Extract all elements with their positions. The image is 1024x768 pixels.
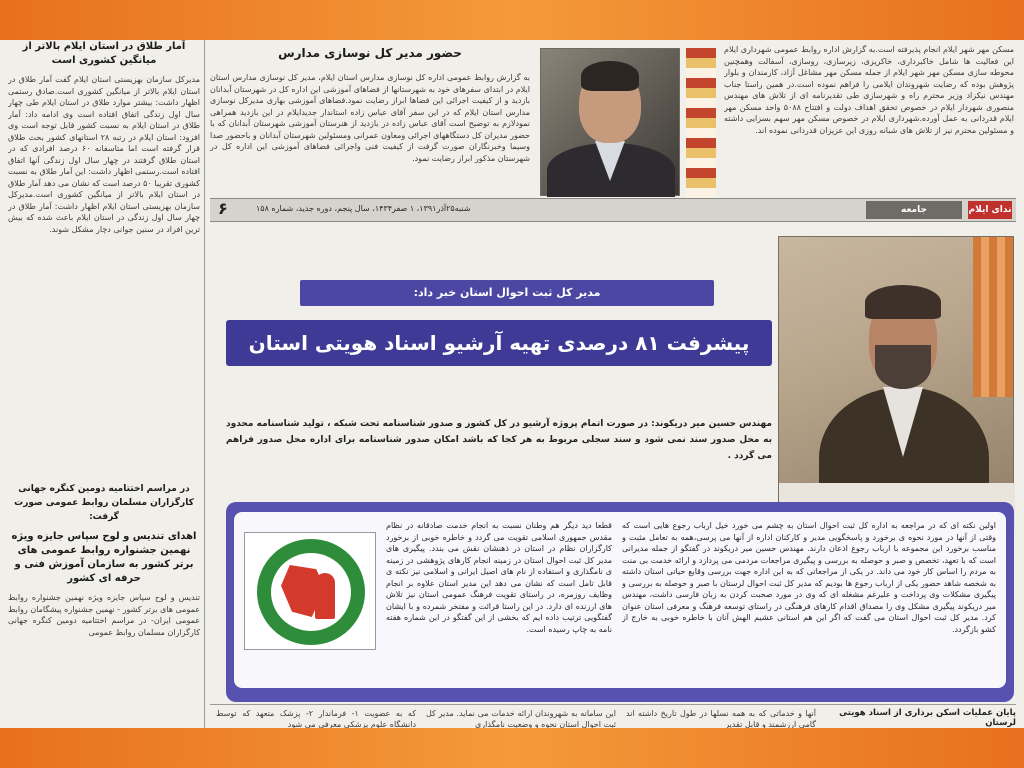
flag-photo-strip (686, 48, 716, 198)
article-title-school-renovation: حضور مدیر کل نوسازی مدارس (278, 46, 462, 60)
newspaper-logo: ندای ایلام (968, 201, 1012, 219)
info-text-middle: قطعا دید دیگر هم وطنان نسبت به انجام خدمت صادقانه در نظام مقدس جمهوری اسلامی تقویت می گردد و خاطره خوبی از برخورد کارگزاران نظام در استان در ذهنشان نقش می بندد. پیگیری های مدیر کل ثبت احوال استان در زمینه انجام کارهای پژوهشی در زمینه ی نامگذاری و استفاده از نام های اصیل ایرانی و اسلامی نیز نکته ی قابل تامل است که نشان می دهد این مدیر استان علاوه بر انجام وظایف روزمره، در راستای تقویت فرهنگ عمومی استان نیز تلاش های ارزنده ای دارد. در این راستا قرائت و مفتخر شمرده و با ایشان گفتگویی ترتیب داده ایم که بخشی از این گفتگو در این شماره هفته نامه به چاپ رسیده است. (386, 521, 612, 634)
logo-person-icon (315, 573, 335, 619)
left-headline-divorce: آمار طلاق در استان ایلام بالاتر از میانگین کشوری است (22, 41, 186, 66)
civil-registration-logo (244, 532, 376, 650)
article-body-municipality: مسکن مهر شهر ایلام انجام پذیرفته است.به گزارش اداره روابط عمومی شهرداری ایلام این فعالیت ها شامل خاکبرداری، خاکریزی، زیرسازی، روسازی، آسفالت وهمچنین محوطه سازی مسکن مهر شهر ایلام از جمله مسکن مهر مشاغل آزاد، کارمندان و بلوار پژوهش بوده که رضایت شهروندان ایلامی را فراهم نموده است.در همین راستا جناب مهندس نیکزاد وزیر محترم راه و شهرسازی طی تقدیرنامه ای از تلاش های مهندس منصوری شهردار ایلام در خصوص تحقق اهداف دولت و افتتاح ۵۰۸۸ واحد مسکن مهر ایلام قدردانی به عمل آورده.شهرداری ایلام در خصوص مسکن مهر سهم بسزایی داشته و مسئولین محترم نیز از تلاش های شبانه روزی این عزیزان قدردانی نموده اند. (724, 45, 1014, 135)
bottom-orange-band (0, 728, 1024, 768)
article-headline: پیشرفت ۸۱ درصدی تهیه آرشیو اسناد هویتی استان (226, 320, 772, 366)
photo-hair-shape (581, 61, 639, 91)
article-lead: مهندس حسین میر دریکوند: در صورت اتمام پروژه آرشیو در کل کشور و صدور شناسنامه تحت شبکه ، تولید شناسنامه محدود به محل صدور سند نمی شود و سند سجلی مربوط به هر کجا که باشد امکان صدور شناسنامه برای اداره محل صدور فراهم می گردد . (226, 419, 772, 461)
bottom-text-col-1: آنها و خدماتی که به همه نسلها در طول تاریخ داشته اند گامی ارزشمند و قابل تقدیر (626, 709, 816, 728)
bottom-text-col-3: که به عضویت ۱- فرماندار ۲- پزشک متعهد که توسط دانشگاه علوم پزشکی معرفی می شود (216, 709, 416, 728)
bottom-divider (210, 704, 1016, 705)
article-body-school-renovation: به گزارش روابط عمومی اداره کل نوسازی مدارس استان ایلام، مدیر کل نوسازی مدارس استان ایلام در ابتدای سفرهای خود به شهرستانها از فضاهای آموزشی این اداره کل در شهرستان آبدانان بازدید و از کیفیت اجرائی این فضاها ابراز رضایت نمود.فضاهای آموزشی بهاری مدیرکل نوسازی مدارس استان ایلام که در این سفر آقای عباس زاده استاندار جدیدایلام در این بازدید همراهی نمودلازم به توضیح است آقای عباس زاده در بازدید از هنرستان آموزشی شهرستان آبدانان که با حضور مدیران کل دستگاههای اجرائی ومعاون عمرانی ومسئولین شهرستان آبدانان و باحضور صدا وسیما وخبرنگاران صورت گرفت از کیفیت فنی واجرائی فضاهای آموزشی این اداره کل در شهرستان مذکور ابراز رضایت نمود. (210, 73, 530, 163)
photo-hair-shape (865, 285, 941, 319)
photo-beard-shape (875, 345, 931, 389)
bottom-articles-strip (210, 708, 1016, 728)
info-text-right: اولین نکته ای که در مراجعه به اداره کل ثبت احوال استان به چشم می خورد خیل ارباب رجوع هایی است که وقتی از آنها در مورد نحوه ی برخورد و پاسخگویی مدیر و کارکنان اداره از آنها می پرسی،همه به تعامل مثبت و مناسب برخورد این مجموعه با ارباب رجوع اذعان دارند. مهندس حسین میر دریکوند در گفتگو از جمله مدیرانی است که با تعهد، تخصص و صبر و حوصله به بررسی و پیگیری مراجعات مردمی می پردازد و ارائه خدمت بی منت به مردم را اساس کار خود می داند. در یکی از مراجعاتی که به این اداره جهت بررسی وقایع حیاتی استان داشته به شخصه شاهد حضور یکی از ارباب رجوع ها بودیم که مدیر کل ثبت احوال لرستان با صبر و حوصله به بررسی و پیگیری مشکلات وی پرداخت و علیرغم مشغله ای که وی در مورد صحبت کردن به زبان فارسی داشت، مهندس میر دریکوند پیگیری مشکل وی را مصداق اقدام کارهای فرهنگی در راستای توسعه فرهنگ و معرفی استان عنوان کرد. مدیر کل ثبت احوال استان می گفت که اگر این هم استانی عشیم الهش آنان با خاطره خوبی به خارج از کشو بازگردد. (622, 521, 996, 634)
top-orange-band (0, 0, 1024, 40)
interview-info-box (226, 502, 1014, 702)
left-headline-congress: در مراسم اختتامیه دومین کنگره جهانی کارگزاران مسلمان روابط عمومی صورت گرفت: (14, 484, 194, 522)
left-column (8, 40, 200, 728)
director-portrait-photo (540, 48, 680, 196)
left-body-award: تندیس و لوح سپاس جایزه ویژه نهمین جشنواره روابط عمومی های برتر کشور - نهمین جشنواره پیشگامان روابط عمومی ایران- در مراسم اختتامیه دومین کنگره جهانی کارگزاران مسلمان روابط عمومی (8, 593, 200, 637)
info-box-inner (234, 512, 1006, 688)
issue-dateline: شنبه۲۵آذر۱۳۹۱، ۱ صفر۱۴۳۴، سال پنجم، دوره جدید، شماره ۱۵۸ (256, 204, 471, 213)
newspaper-scan (0, 40, 1024, 728)
bottom-text-col-2: این سامانه به شهروندان ارائه خدمات می نماید. مدیر کل ثبت احوال استان نحوه و وضعیت نامگذاری (426, 709, 616, 728)
article-kicker: مدیر کل ثبت احوال استان خبر داد: (300, 280, 714, 306)
photo-curtain (973, 237, 1013, 397)
column-divider (204, 40, 205, 728)
page-masthead (210, 198, 1016, 222)
left-body-divorce: مدیرکل سازمان بهزیستی استان ایلام گفت آمار طلاق در استان ایلام بالاتر از میانگین کشوری است.صادق رستمی اظهار داشت: بیشتر موارد طلاق در استان ایلام طی چهار سال اول زندگی اتفاق افتاده است وی ادامه داد: آمار طلاق در استان ایلام به نسبت کشور قابل توجه است وی افزود: استان ایلام در رتبه ۲۸ استانهای کشور بحث طلاق قرار گرفته است اما متاسفانه ۶۰ درصد افرادی که در استان طلاق گرفتند در چهار سال اول زندگی آنها اتفاق افتاده است.رستمی اظهار داشت: این آمار طلاق به نسبت کشوری تقریبا ۵۰ درصد است که نشان می دهد آمار طلاق در استان ایلام بالاتر از میانگین کشوری است.مدیرکل سازمان بهزیستی استان ایلام اظهار داشت: آمار طلاق در چهار سال اول زندگی در استان ایلام باعث شده که بیش ترین افراد در سنین جوانی دچار مشکل شوند. (8, 75, 200, 234)
official-portrait-photo (778, 236, 1014, 528)
section-label: جامعه (866, 201, 962, 219)
page-number: ۶ (218, 199, 228, 218)
bottom-article-title: پایان عملیات اسکن برداری از اسناد هویتی لرستان (839, 708, 1016, 728)
left-headline-award: اهدای تندیس و لوح سپاس جایزه ویژه نهمین جشنواره روابط عمومی های برتر کشور به سازمان آموزش فنی و حرفه ای کشور (11, 531, 197, 584)
